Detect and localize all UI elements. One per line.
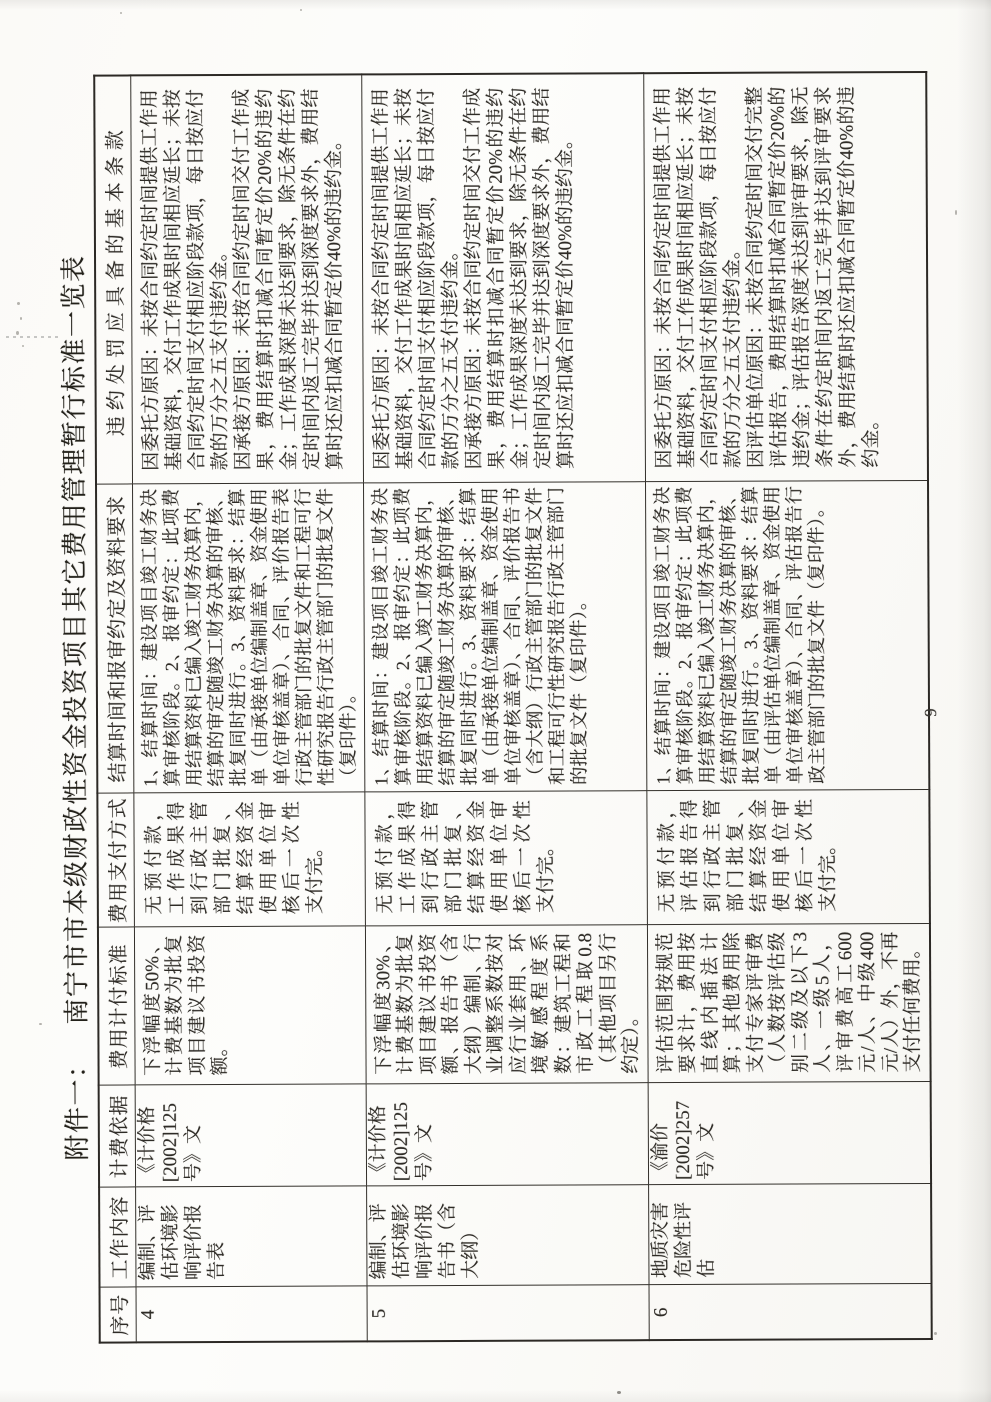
cell-work-content	[648, 1184, 931, 1285]
scan-speck	[16, 331, 19, 335]
table-row	[643, 72, 931, 1340]
fee-basis-text: 《渝价[2002]257号》文	[649, 1100, 717, 1181]
work-content-text: 地质灾害危险性评估	[649, 1201, 717, 1279]
settlement-text: 1、结算时间：建设项目竣工财务决算审核阶段。2、报审约定：此项费用结算资料已编入竣工财务决算内，结算的审定随竣工财务决算的审核、批复同时进行。3、资料要求：结算单（由评估单位编制盖章、资金使用单位审核盖章）、合同、评估报告行政主管部门的批复文件（复印件）。	[651, 485, 827, 785]
cell-payment-method	[364, 791, 647, 926]
scan-speck	[39, 1023, 42, 1025]
payment-method-text: 无预付款，工作成果得到行政主管部门批复、结算经资金使用单位审核后一次性支付完。	[373, 800, 557, 914]
payment-method-text: 无预付款，工作成果得到行政主管部门批复、结算经资金使用单位审核后一次性支付完。	[142, 801, 326, 915]
scan-speck	[300, 9, 302, 11]
seq-value: 6	[650, 1307, 672, 1318]
scan-speck	[20, 317, 22, 320]
fee-standards-table	[93, 71, 932, 1344]
header-fee-standard: 费用计付标准	[98, 927, 135, 1085]
penalty-assessor-clause: 因评估单位原因：未按合同约定时间交付完整评估报告，费用结算时扣减合同暂定价20%的违约金；评估报告深度未达到评审要求，除无条件在约定时间内返工完毕并达到评审要求外，费用结算时还应扣减合同暂定价40%的违约金。	[743, 86, 882, 469]
cell-fee-basis	[135, 1084, 366, 1187]
work-content-text: 编制、评估环境影响评价报告表	[136, 1204, 227, 1281]
cell-fee-standard	[365, 925, 648, 1084]
penalty-contractor-clause: 因承接方原因：未按合同约定时间交付工作成果，费用结算时扣减合同暂定价20%的违约金；工作成果深度未达到要求，除无条件在约定时间内返工完毕并达到深度要求外，费用结算时还应扣减合同暂定价40%的违约金。	[461, 87, 577, 470]
settlement-text: 1、结算时间：建设项目竣工财务决算审核阶段。2、报审约定：此项费用结算资料已编入竣工财务决算内，结算的审定随竣工财务决算的审核、批复同时进行。3、资料要求：结算单（由承接单位编制盖章、资金使用单位审核盖章）、合同、评价报告书（含大纲）行政主管部门的批复文件和工程可行性研究报告行政主管部门的批复文件（复印件）。	[369, 487, 589, 786]
fee-basis-text: 《计价格[2002]125号》文	[367, 1102, 435, 1182]
cell-work-content	[135, 1186, 366, 1287]
seq-value: 4	[137, 1309, 159, 1320]
header-fee-basis: 计费依据	[99, 1085, 135, 1187]
scan-speck	[955, 210, 957, 215]
cell-breach-penalty	[130, 74, 363, 484]
cell-fee-basis	[648, 1082, 931, 1185]
header-breach-penalty-clauses: 违约处罚应具备的基本条款	[94, 75, 132, 484]
fee-standard-text: 下浮幅度30%、计费基数为批复项目建议书投资额、报告书（含大纲）编制、行业调整系数按对应行业套用、环境敏感程度系数：建筑工程和市政工程取0.8（其他项目另行约定）。	[372, 932, 642, 1075]
page-number: 9	[920, 708, 941, 717]
cell-settlement-requirements	[363, 482, 646, 792]
document-title	[52, 77, 95, 1339]
header-work-content: 工作内容	[99, 1187, 135, 1287]
cell-seq	[136, 1286, 367, 1342]
scan-speck	[17, 302, 20, 305]
attachment-label: 附件一：	[62, 1050, 92, 1161]
settlement-text: 1、结算时间：建设项目竣工财务决算审核阶段。2、报审约定：此项费用结算资料已编入竣工财务决算内，结算的审定随竣工财务决算的审核、批复同时进行。3、资料要求：结算单（由承接单位编制盖章、资金使用单位审核盖章）、合同、评价报告表行政主管部门的批复文件和工程可行性研究报告行政主管部门的批复文件（复印件）。	[138, 488, 358, 787]
seq-value: 5	[368, 1308, 390, 1319]
work-content-text: 编制、评估环境影响评价报告书（含大纲）	[367, 1202, 481, 1280]
cell-fee-standard	[134, 926, 366, 1085]
penalty-client-clause: 因委托方原因：未按合同约定时间提供工作用基础资料，交付工作成果时间相应延长；未按合同约定时间支付相应阶段款项，每日按应付款的万分之五支付违约金。	[138, 89, 231, 471]
header-row	[94, 75, 136, 1342]
table-row	[361, 73, 649, 1341]
header-seq: 序号	[100, 1287, 136, 1342]
scan-speck	[120, 12, 122, 14]
page-title: 南宁市市本级财政性资金投资项目其它费用管理暂行标准一览表	[59, 254, 92, 1025]
cell-seq	[649, 1284, 932, 1340]
cell-seq	[367, 1285, 649, 1341]
cell-payment-method	[133, 792, 365, 927]
cell-work-content	[366, 1185, 648, 1286]
penalty-client-clause: 因委托方原因：未按合同约定时间提供工作用基础资料，交付工作成果时间相应延长；未按合同约定时间支付相应阶段款项，每日按应付款的万分之五支付违约金。	[369, 88, 462, 470]
cell-settlement-requirements	[132, 483, 364, 793]
penalty-client-clause: 因委托方原因：未按合同约定时间提供工作用基础资料，交付工作成果时间相应延长；未按合同约定时间支付相应阶段款项，每日按应付款的万分之五支付违约金。	[651, 86, 744, 469]
payment-method-text: 无预付款，评估报告得到行政主管部门批复、结算经资金使用单位审核后一次性支付完。	[655, 798, 839, 913]
fee-standard-text: 评估范围按规范要求计，费用按直线内插法计算；其他费用除支付专家评审费（人数按评估级别二级及以下3人、一级5人，评审费高工600元/人、中级400元/人）外，不再支付任何费用。	[654, 931, 924, 1074]
table-row	[130, 74, 367, 1342]
scan-speck	[22, 345, 24, 347]
header-payment-method: 费用支付方式	[97, 793, 134, 927]
scan-speck	[617, 1391, 621, 1394]
fee-standard-text: 下浮幅度50%、计费基数为批复项目建议书投资额。	[141, 934, 231, 1076]
scan-speck	[934, 1332, 937, 1335]
header-settlement-requirements: 结算时间和报审约定及资料要求	[96, 484, 133, 793]
fee-basis-text: 《计价格[2002]125号》文	[136, 1103, 204, 1183]
cell-breach-penalty	[361, 73, 645, 483]
cell-payment-method	[646, 790, 929, 925]
cell-fee-standard	[647, 924, 930, 1083]
cell-settlement-requirements	[645, 481, 929, 791]
cell-fee-basis	[366, 1083, 648, 1186]
cell-breach-penalty	[643, 72, 927, 482]
penalty-contractor-clause: 因承接方原因：未按合同约定时间交付工作成果，费用结算时扣减合同暂定价20%的违约金；工作成果深度未达到要求，除无条件在约定时间内返工完毕并达到深度要求外，费用结算时还应扣减合同暂定价40%的违约金。	[230, 88, 346, 471]
